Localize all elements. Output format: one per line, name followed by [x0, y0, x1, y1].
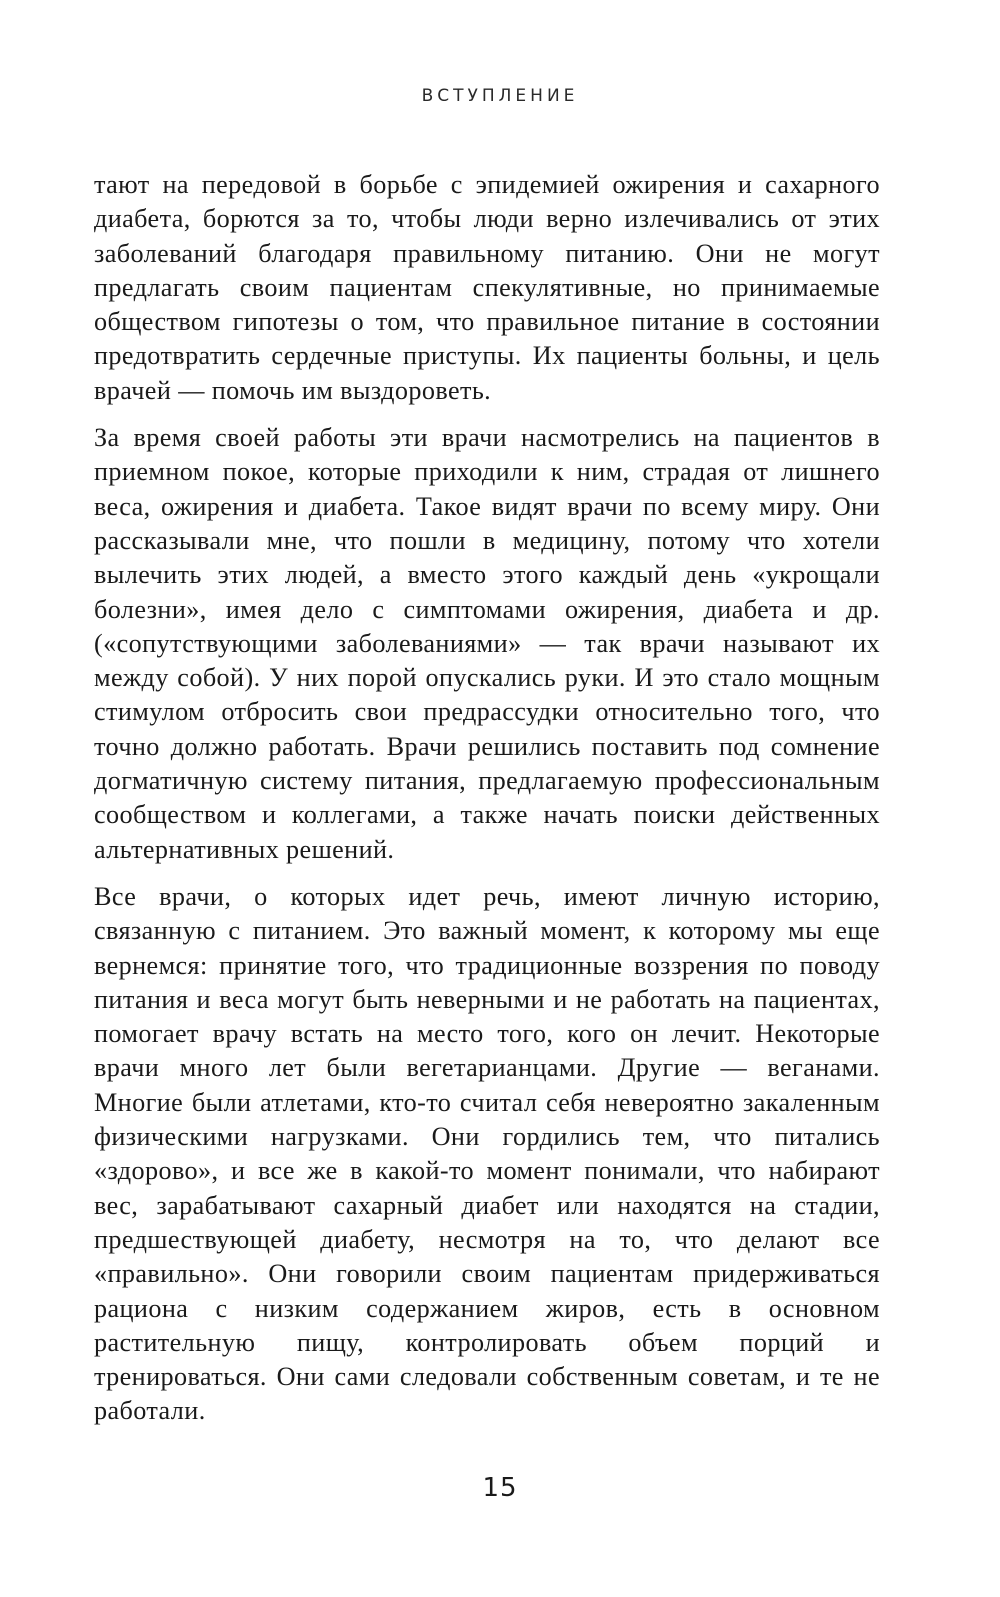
- running-head: ВСТУПЛЕНИЕ: [421, 86, 579, 106]
- body-text: [94, 168, 880, 1442]
- paragraph: За время своей работы эти врачи насмотрелись на пациентов в приемном покое, которые приходили к ним, страдая от лишнего веса, ожирения и диабета. Такое видят врачи по всему миру. Они рассказывали мне, что пошли в медицину, потому что хотели вылечить этих людей, а вместо этого каждый день «укрощали болезни», имея дело с симптомами ожирения, диабета и др. («сопутствующими заболеваниями» — так врачи называют их между собой). У них порой опускались руки. И это стало мощным стимулом отбросить свои предрассудки относительно того, что точно должно работать. Врачи решились поставить под сомнение догматичную систему питания, предлагаемую профессиональным сообществом и коллегами, а также начать поиски действенных альтернативных решений.: [94, 423, 880, 864]
- paragraph: тают на передовой в борьбе с эпидемией ожирения и сахарного диабета, борются за то, чтобы люди верно излечивались от этих заболеваний благодаря правильному питанию. Они не могут предлагать своим пациентам спекулятивные, но принимаемые обществом гипотезы о том, что правильное питание в состоянии предотвратить сердечные приступы. Их пациенты больны, и цель врачей — помочь им выздороветь.: [94, 170, 880, 405]
- page-number: 15: [482, 1473, 518, 1503]
- paragraph: Все врачи, о которых идет речь, имеют личную историю, связанную с питанием. Это важный момент, к которому мы еще вернемся: принятие того, что традиционные воззрения по поводу питания и веса могут быть неверными и не работать на пациентах, помогает врачу встать на место того, кого он лечит. Некоторые врачи много лет были вегетарианцами. Другие — веганами. Многие были атлетами, кто-то считал себя невероятно закаленным физическими нагрузками. Они гордились тем, что питались «здорово», и все же в какой-то момент понимали, что набирают вес, зарабатывают сахарный диабет или находятся на стадии, предшествующей диабету, несмотря на то, что делают все «правильно». Они говорили своим пациентам придерживаться рациона с низким содержанием жиров, есть в основном растительную пищу, контролировать объем порций и тренироваться. Они сами следовали собственным советам, и те не работали.: [94, 881, 880, 1426]
